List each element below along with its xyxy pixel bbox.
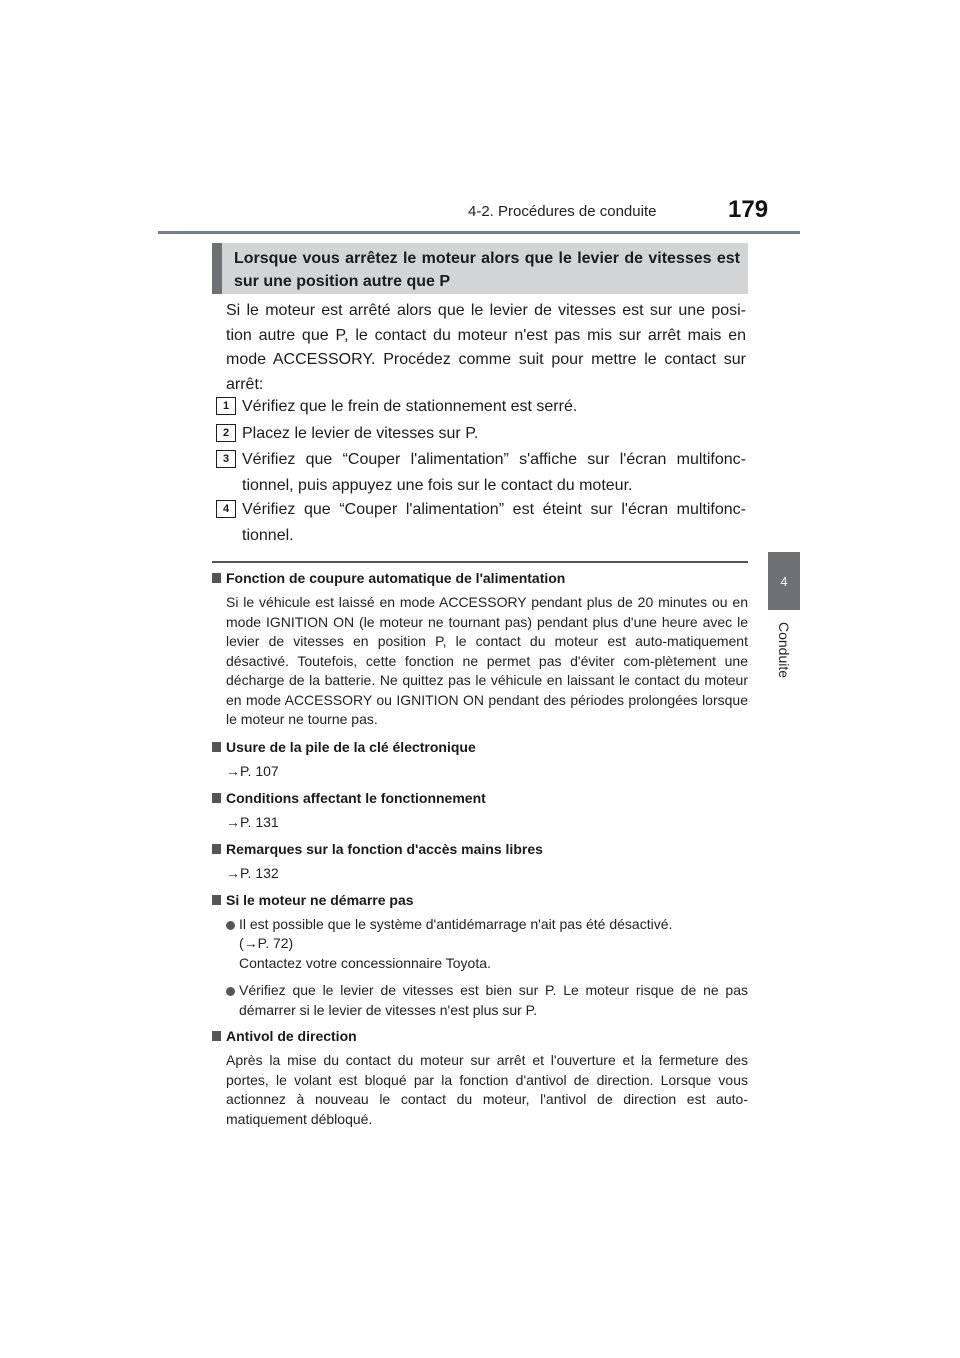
circle-bullet-icon [226,921,235,930]
step-number: 2 [216,424,236,442]
step-number: 3 [216,450,236,468]
note-title: Remarques sur la fonction d'accès mains libres [212,841,748,858]
page-number: 179 [728,196,769,223]
square-bullet-icon [212,844,221,854]
page-reference: →P. 107 [226,762,279,779]
page-reference: →P. 131 [226,813,279,830]
step-text: Vérifiez que le frein de stationnement est serré. [242,398,578,415]
chapter-label-container [768,612,800,688]
note-steering-lock [212,1028,748,1129]
note-key-battery [212,739,748,781]
notes-divider [212,561,748,563]
step-number: 4 [216,500,236,518]
note-handsfree [212,841,748,883]
step-text: Vérifiez que “Couper l'alimentation” s'affiche sur l'écran multifonc-tionnel, puis appuyez une fois sur le contact du moteur. [242,451,746,494]
notes-section [212,570,748,1138]
square-bullet-icon [212,793,221,803]
note-body: Après la mise du contact du moteur sur arrêt et l'ouverture et la fermeture des portes, le volant est bloqué par la fonction d'antivol de direction. Lorsque vous actionnez à nouveau le contact du moteur, l'antivol de direction est auto-matiquement débloqué. [226,1052,748,1127]
step-number: 1 [216,397,236,415]
note-title: Antivol de direction [212,1028,748,1045]
chapter-tab: 4 [768,552,800,610]
page-reference: →P. 132 [226,864,279,881]
procedure-heading: Lorsque vous arrêtez le moteur alors que le levier de vitesses est sur une position autre que P [212,243,748,294]
note-title: Usure de la pile de la clé électronique [212,739,748,756]
square-bullet-icon [212,895,221,905]
step-text: Placez le levier de vitesses sur P. [242,425,479,442]
intro-paragraph: Si le moteur est arrêté alors que le levier de vitesses est sur une posi-tion autre que P, le contact du moteur n'est pas mis sur arrêt mais en mode ACCESSORY. Procédez comme suit pour mettre le contact sur arrêt: [226,302,746,393]
note-title: Si le moteur ne démarre pas [212,892,748,909]
note-no-start [212,892,748,1021]
note-auto-off [212,570,748,730]
square-bullet-icon [212,1031,221,1041]
bullet-item: Vérifiez que le levier de vitesses est bien sur P. Le moteur risque de ne pas démarrer si le levier de vitesses n'est plus sur P. [226,981,748,1020]
bullet-item: Il est possible que le système d'antidémarrage n'ait pas été désactivé. (→P. 72) Contactez votre concessionnaire Toyota. [226,915,748,974]
note-title: Fonction de coupure automatique de l'alimentation [212,570,748,587]
square-bullet-icon [212,573,221,583]
circle-bullet-icon [226,987,235,996]
note-body: Si le véhicule est laissé en mode ACCESSORY pendant plus de 20 minutes ou en mode IGNITION ON (le moteur ne tournant pas) pendant plus d'une heure avec le levier de vitesses en position P, le contact du moteur est auto-matiquement désactivé. Toutefois, cette fonction ne permet pas d'éviter com-plètement une décharge de la batterie. Ne quittez pas le véhicule en laissant le contact du moteur en mode ACCESSORY ou IGNITION ON pendant des périodes prolongées lorsque le moteur ne tourne pas. [226,594,748,727]
chapter-label: Conduite [776,621,793,679]
step-text: Vérifiez que “Couper l'alimentation” est éteint sur l'écran multifonc-tionnel. [242,501,746,544]
header-rule [158,231,800,234]
square-bullet-icon [212,742,221,752]
section-title: 4-2. Procédures de conduite [468,203,657,220]
note-title: Conditions affectant le fonctionnement [212,790,748,807]
note-conditions [212,790,748,832]
